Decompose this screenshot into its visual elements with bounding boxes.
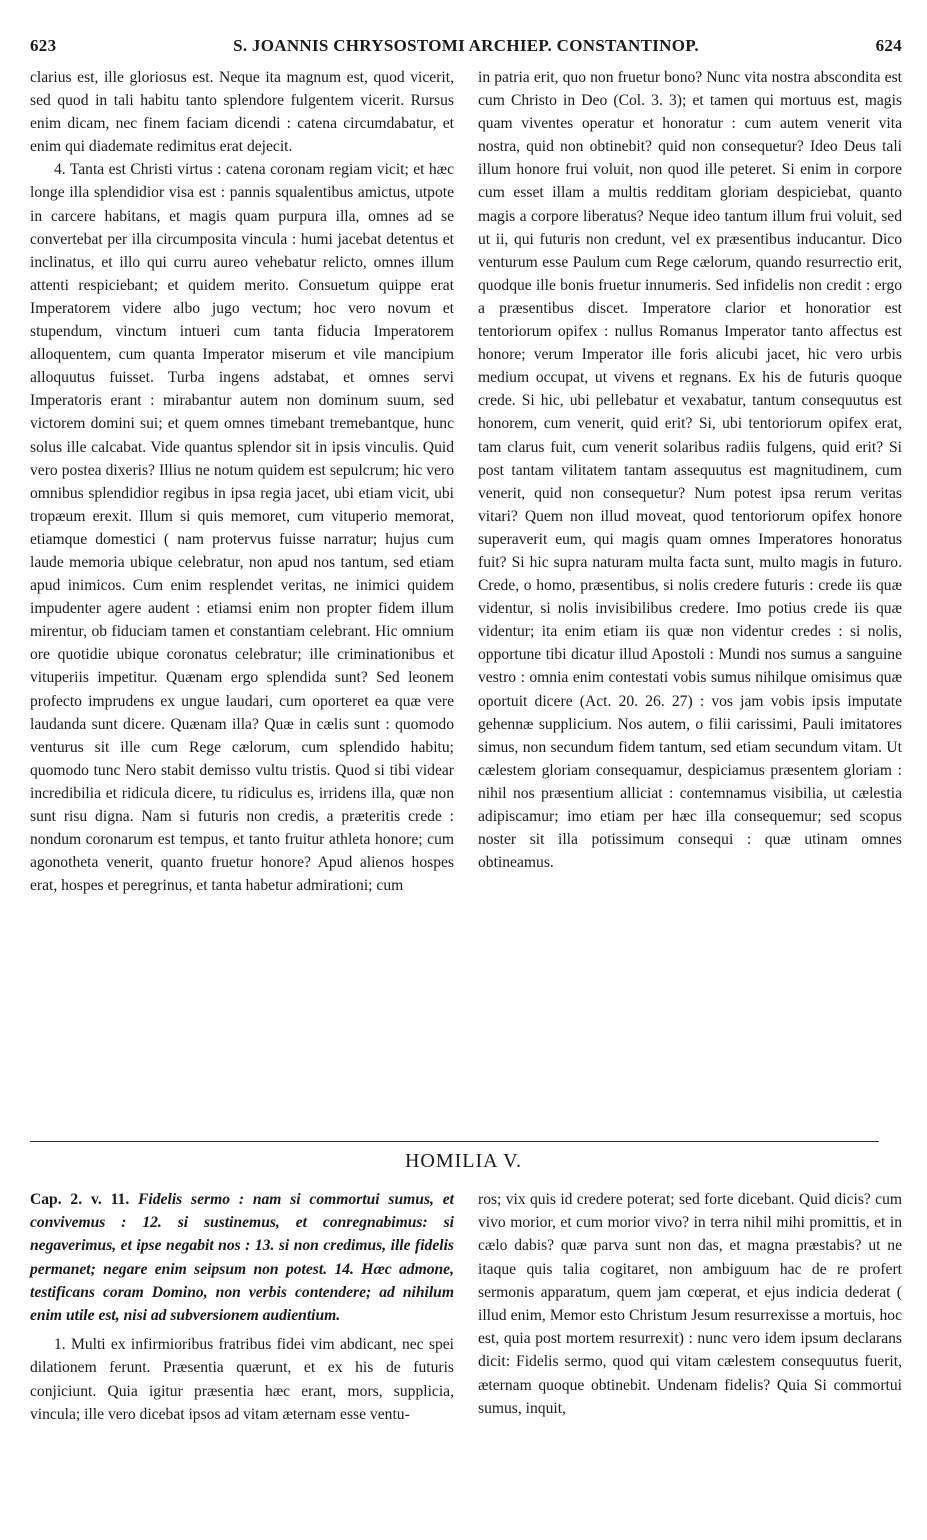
- top-columns: [30, 66, 902, 897]
- page-number-right: 624: [875, 36, 902, 55]
- homily-title: HOMILIA V.: [404, 1150, 523, 1172]
- chapter-verses: Fidelis sermo : nam si commortui sumus, et convivemus : 12. si sustinemus, et conregnabimus: si negaverimus, et ipse negabit nos : 13. si non credimus, ille fidelis permanet; negare enim seipsum non potest. 14. Hæc admone, testificans coram Domino, non verbis contendere; ad nihilum enim utile est, nisi ad subversionem audientium.: [30, 1191, 454, 1325]
- page-number-left: 623: [30, 36, 57, 55]
- paragraph: in patria erit, quo non fruetur bono? Nunc vita nostra abscondita est cum Christo in Deo (Col. 3. 3); et tamen qui mortuus est, magis quam viventes operatur et honoratur : cum autem venerit vita nostra, quid non obtinebit? quid non consequetur? Ideo Deus tali illum honore frui voluit, non quod ille peteret. Si enim in corpore cum esset illam a multis redditam gloriam despiciebat, quanto magis a corpore liberatus? Neque ideo tantum illum frui voluit, sed ut ii, qui futuris non credunt, vel ex præsentibus inducantur. Dico venturum esse Paulum cum Rege cælorum, quando resurrectio erit, quodque ille bonis fruetur innumeris. Sed infidelis non credit : ergo a præsentibus discet. Imperatore clarior et honoratior est tentoriorum opifex : nullus Romanus Imperator tanto affectus est honore; verum Imperator ille foris alicubi jacet, hic vero urbis medium occupat, ut vivens et regnans. Ex his de futuris quoque crede. Si hic, ubi pellebatur et vexabatur, tantum consequutus est honorem, cum venerit, quid erit? Si, ubi tentoriorum opifex erat, tam clarus fuit, cum venerit solaribus radiis fulgens, quid erit? Si post tantam vilitatem tantam assequutus est magnitudinem, cum venerit, quid non consequetur? Num potest ipsa rerum veritas vitari? Quem non illud moveat, quod tentoriorum opifex honore superaverit eum, qui magis quam omnes Imperatores honoratus fuit? Si hic supra naturam multa facta sunt, multo magis in futuro. Crede, o homo, præsentibus, si nolis credere futuris : crede iis quæ videntur, si nolis invisibilibus credere. Imo potius crede iis quæ videntur; ita enim etiam iis quæ non videntur credes : si nolis, opportune tibi dicatur illud Apostoli : Mundi nos sumus a sanguine vestro : omnia enim contestati vobis sumus nihilque omisimus quæ oportuit dicere (Act. 20. 26. 27) : vos jam vobis ipsis imputate gehennæ supplicium. Nos autem, o filii carissimi, Pauli imitatores simus, non secundum fidem tantum, sed etiam secundum vitam. Ut cælestem gloriam consequamur, despiciamus præsentem gloriam : nihil nos præsentium alliciat : contemnamus visibilia, ut cælestia adipiscamur; imo etiam per hæc illa consequemur; sed scopus noster sit illa potissimum consequi : quæ utinam omnes obtineamus.: [478, 69, 902, 872]
- chapter-label: Cap. 2. v. 11.: [30, 1191, 130, 1208]
- running-title: S. JOANNIS CHRYSOSTOMI ARCHIEP. CONSTANTINOP.: [233, 36, 699, 55]
- homily-left-column: [30, 1188, 454, 1426]
- left-column: [30, 66, 454, 897]
- homily-right-column: [478, 1188, 902, 1426]
- paragraph: ros; vix quis id credere poterat; sed forte dicebant. Quid dicis? cum vivo morior, et cum morior vivo? in terra nihil mihi promittis, et in cælo dabis? quæ parva sunt non das, et magna præstabis? ut ne itaque quis talia cogitaret, non ambiguum hac de re profert sermonis apparatum, quem jam cœperat, et ejus indicia dederat ( illud enim, Memor esto Christum Jesum resurrexisse a mortuis, hoc est, quia post mortem resurrexit) : nunc vero idem ipsum declarans dicit: Fidelis sermo, quod qui vitam cælestem consequutus fuerit, æternam quoque obtinebit. Undenam fidelis? Quia Si commortui sumus, inquit,: [478, 1191, 902, 1417]
- section-divider: [30, 1141, 879, 1142]
- homily-columns: [30, 1188, 902, 1426]
- right-column: [478, 66, 902, 897]
- running-header: [30, 36, 902, 60]
- page: [30, 36, 902, 897]
- paragraph: 4. Tanta est Christi virtus : catena coronam regiam vicit; et hæc longe illa splendidior visa est : pannis squalentibus amictus, utpote in carcere habitans, et magis quam purpura illa, omnes ad se convertebat per illa circumposita vincula : humi jacebat detentus et inclinatus, et illo qui curru aureo vehebatur relicto, omnes illum attenti respiciebant; et quidem merito. Consuetum quippe erat Imperatorem videre albo jugo vectum; hoc vero novum et stupendum, vinctum intueri cum tanta fiducia Imperatorem alloquentem, cum quanta Imperator miserum et vile mancipium alloquutus fuisset. Turba ingens adstabat, et omnes servi Imperatoris erant : mirabantur autem non dominum suum, sed victorem domini sui; et quem omnes timebant tremebantque, hunc solus ille calcabat. Vide quantus splendor sit in ipsis vinculis. Quid vero postea dixeris? Illius ne notum quidem est sepulcrum; hic vero omnibus splendidior regibus in ipsa regia jacet, ubi etiam vicit, ubi tropæum erexit. Illum si quis memoret, cum vituperio memorat, etiamque domestici ( nam protervus fuisse narratur; hujus cum laude memoria ubique celebratur, non apud nos tantum, sed etiam apud inimicos. Cum enim resplendet veritas, ne inimici quidem impudenter agere audent : etiamsi enim non propter fidem illum mirentur, ob fiduciam tamen et constantiam celebrant. Hic omnium ore quotidie ubique coronatus celebratur; ille criminationibus et vituperiis impetitur. Quænam ergo splendida sunt? Sed leonem profecto imprudens ex ungue laudari, cum oporteret ea quæ vere laudanda sunt dicere. Quænam illa? Quæ in cælis sunt : quomodo venturus sit ille cum Rege cælorum, cum splendido habitu; quomodo tunc Nero stabit demisso vultu tristis. Quod si tibi videar incredibilia et ridicula dicere, tu ridiculus es, irridens illa, quæ non sunt risu digna. Nam si futuris non credis, a præteritis crede : nondum coronarum est tempus, et tanto fruitur athleta honore; cum agonotheta venerit, quanto fruetur honore? Apud alienos hospes erat, hospes et peregrinus, et tanta habetur admirationi; cum: [30, 161, 454, 895]
- chapter-text: [30, 1188, 454, 1327]
- paragraph: 1. Multi ex infirmioribus fratribus fidei vim abdicant, nec spei dilationem ferunt. Præsentia quærunt, et ex his de futuris conjiciunt. Quia igitur præsentia hæc erant, mors, supplicia, vincula; ille vero dicebat ipsos ad vitam æternam esse ventu-: [30, 1336, 454, 1423]
- paragraph: clarius est, ille gloriosus est. Neque ita magnum est, quod vicerit, sed quod in tali habitu tanto splendore fulgentem vicerit. Rursus enim dicam, nec finem faciam dicendi : catena circumdabatur, et enim qui diademate redimitus erat dejecit.: [30, 69, 454, 156]
